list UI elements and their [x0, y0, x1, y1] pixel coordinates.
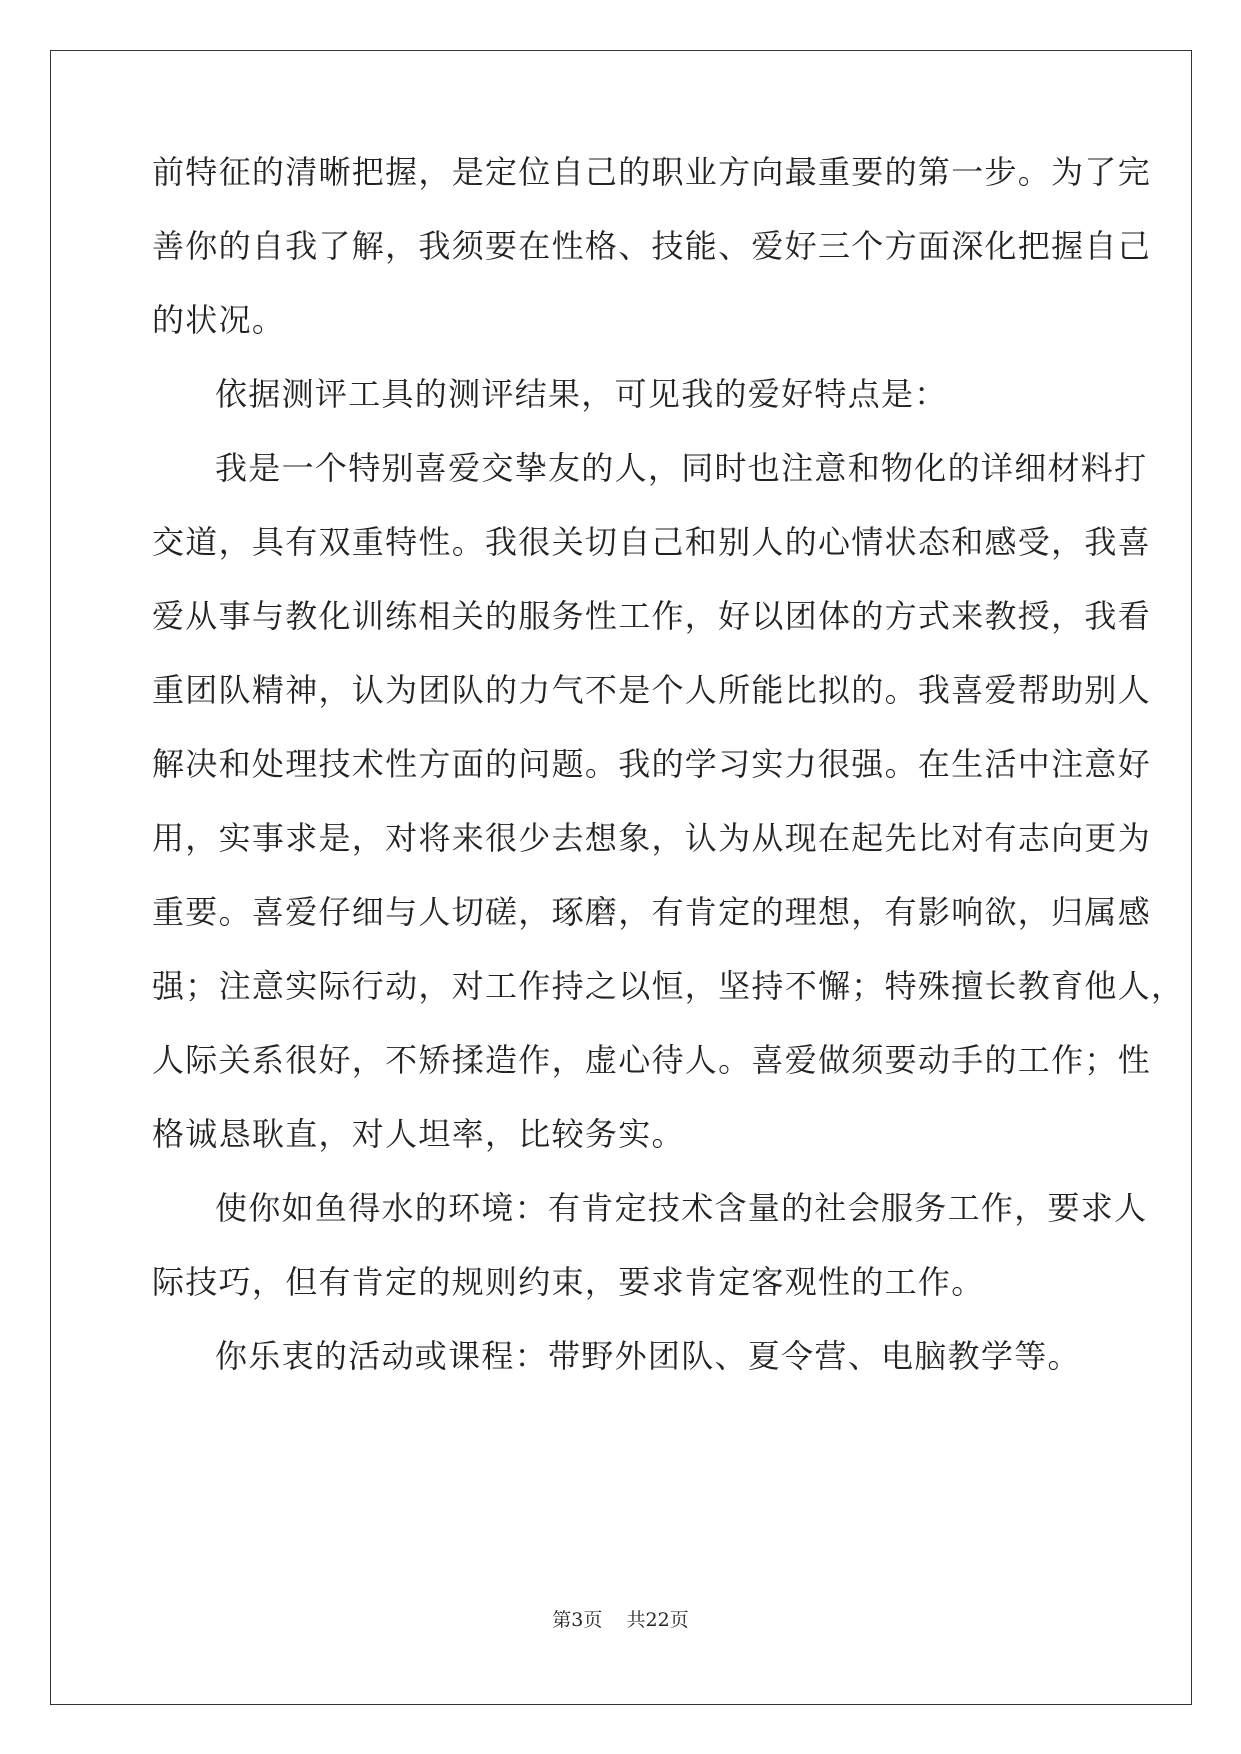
page-number: 第3页 — [552, 1609, 603, 1631]
text-line: 强；注意实际行动，对工作持之以恒，坚持不懈；特殊擅长教育他人， — [152, 967, 1185, 1005]
text-line: 格诚恳耿直，对人坦率，比较务实。 — [152, 1115, 685, 1153]
page-frame — [50, 50, 1192, 1705]
text-line: 交道，具有双重特性。我很关切自己和别人的心情状态和感受，我喜 — [152, 523, 1152, 561]
page-total: 共22页 — [626, 1609, 689, 1631]
text-line: 人际关系很好，不矫揉造作，虚心待人。喜爱做须要动手的工作；性 — [152, 1041, 1152, 1079]
text-line: 依据测评工具的测评结果，可见我的爱好特点是： — [215, 375, 948, 413]
page-footer — [0, 1608, 1241, 1632]
text-line: 爱从事与教化训练相关的服务性工作，好以团体的方式来教授，我看 — [152, 597, 1152, 635]
text-line: 重要。喜爱仔细与人切磋，琢磨，有肯定的理想，有影响欲，归属感 — [152, 893, 1152, 931]
text-line: 你乐衷的活动或课程：带野外团队、夏令营、电脑教学等。 — [215, 1337, 1081, 1375]
text-line: 善你的自我了解，我须要在性格、技能、爱好三个方面深化把握自己 — [152, 227, 1152, 265]
text-line: 际技巧，但有肯定的规则约束，要求肯定客观性的工作。 — [152, 1263, 985, 1301]
text-line: 用，实事求是，对将来很少去想象，认为从现在起先比对有志向更为 — [152, 819, 1152, 857]
text-line: 重团队精神，认为团队的力气不是个人所能比拟的。我喜爱帮助别人 — [152, 671, 1152, 709]
text-line: 前特征的清晰把握，是定位自己的职业方向最重要的第一步。为了完 — [152, 153, 1152, 191]
text-line: 使你如鱼得水的环境：有肯定技术含量的社会服务工作，要求人 — [215, 1189, 1148, 1227]
text-line: 的状况。 — [152, 301, 286, 339]
text-line: 我是一个特别喜爱交挚友的人，同时也注意和物化的详细材料打 — [215, 449, 1148, 487]
text-line: 解决和处理技术性方面的问题。我的学习实力很强。在生活中注意好 — [152, 745, 1152, 783]
